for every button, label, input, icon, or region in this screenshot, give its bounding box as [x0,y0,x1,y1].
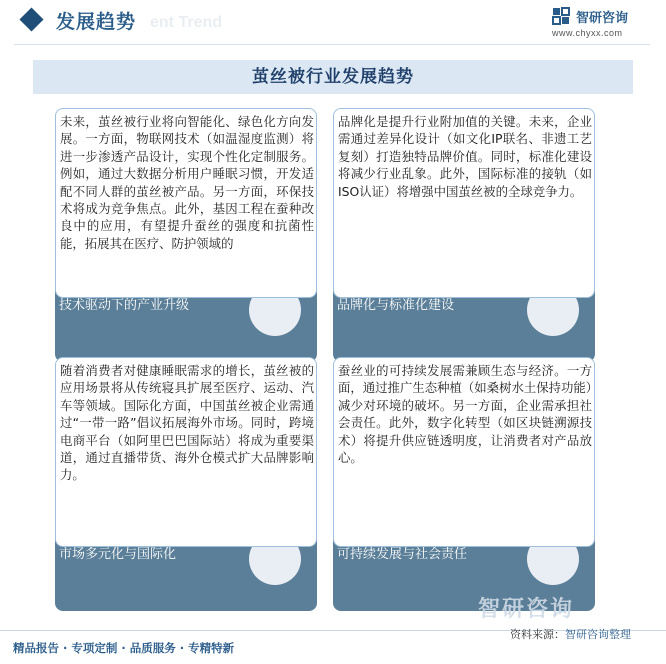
source-name: 智研咨询整理 [565,628,631,641]
card-textbox [333,357,595,547]
brand-watermark: 智研咨询 [478,597,575,622]
card-label: 可持续发展与社会责任 [337,547,468,562]
card-text: 蚕丝业的可持续发展需兼顾生态与经济。一方面，通过推广生态种植（如桑树水土保持功能）减少对环境的破坏。另一方面，企业需承担社会责任。此外，数字化转型（如区块链溯源技术）将提升供应链透明度，让消费者对产品放心。 [338,363,593,466]
source-note [510,626,631,642]
ghost-subtitle: ent Trend [150,14,223,31]
section-title: 发展趋势 [56,11,137,33]
card-text: 品牌化是提升行业附加值的关键。未来，企业需通过差异化设计（如文化IP联名、非遗工艺复刻）打造独特品牌价值。同时，标准化建设将减少行业乱象。此外，国际标准的接轨（如ISO认证）将增强中国茧丝被的全球竞争力。 [338,114,592,199]
card-textbox [333,108,595,298]
brand-name: 智研咨询 [576,11,629,26]
card-text: 未来，茧丝被行业将向智能化、绿色化方向发展。一方面，物联网技术（如温湿度监测）将进一步渗透产品设计，实现个性化定制服务。例如，通过大数据分析用户睡眠习惯，开发适配不同人群的茧丝被产品。另一方面，环保技术将成为竞争焦点。此外，基因工程在蚕种改良中的应用，有望提升蚕丝的强度和抗菌性能，拓展其在医疗、防护领域的 [60,114,314,251]
trend-card-tech [55,108,317,362]
trend-card-sustainability [333,357,595,611]
trend-card-brand [333,108,595,362]
brand-logo-icon [552,7,570,25]
header-divider [14,44,650,45]
card-textbox [55,108,317,298]
main-title-banner [33,60,633,94]
footer-tagline: 精品报告 · 专项定制 · 品质服务 · 专精特新 [13,641,235,655]
main-title: 茧丝被行业发展趋势 [252,67,414,87]
source-prefix: 资料来源： [510,628,565,641]
trend-card-market [55,357,317,611]
card-label: 品牌化与标准化建设 [337,298,455,313]
header [0,0,666,46]
card-text: 随着消费者对健康睡眠需求的增长，茧丝被的应用场景将从传统寝具扩展至医疗、运动、汽车等领域。国际化方面，中国茧丝被企业需通过“一带一路”倡议拓展海外市场。同时，跨境电商平台（如阿里巴巴国际站）将成为重要渠道，通过直播带货、海外仓模式扩大品牌影响力。 [60,363,314,483]
card-textbox [55,357,317,547]
card-label: 市场多元化与国际化 [59,547,177,562]
brand-block [552,6,648,40]
brand-url: www.chyxx.com [552,28,623,38]
card-label: 技术驱动下的产业升级 [59,298,190,313]
diamond-icon [19,7,43,31]
